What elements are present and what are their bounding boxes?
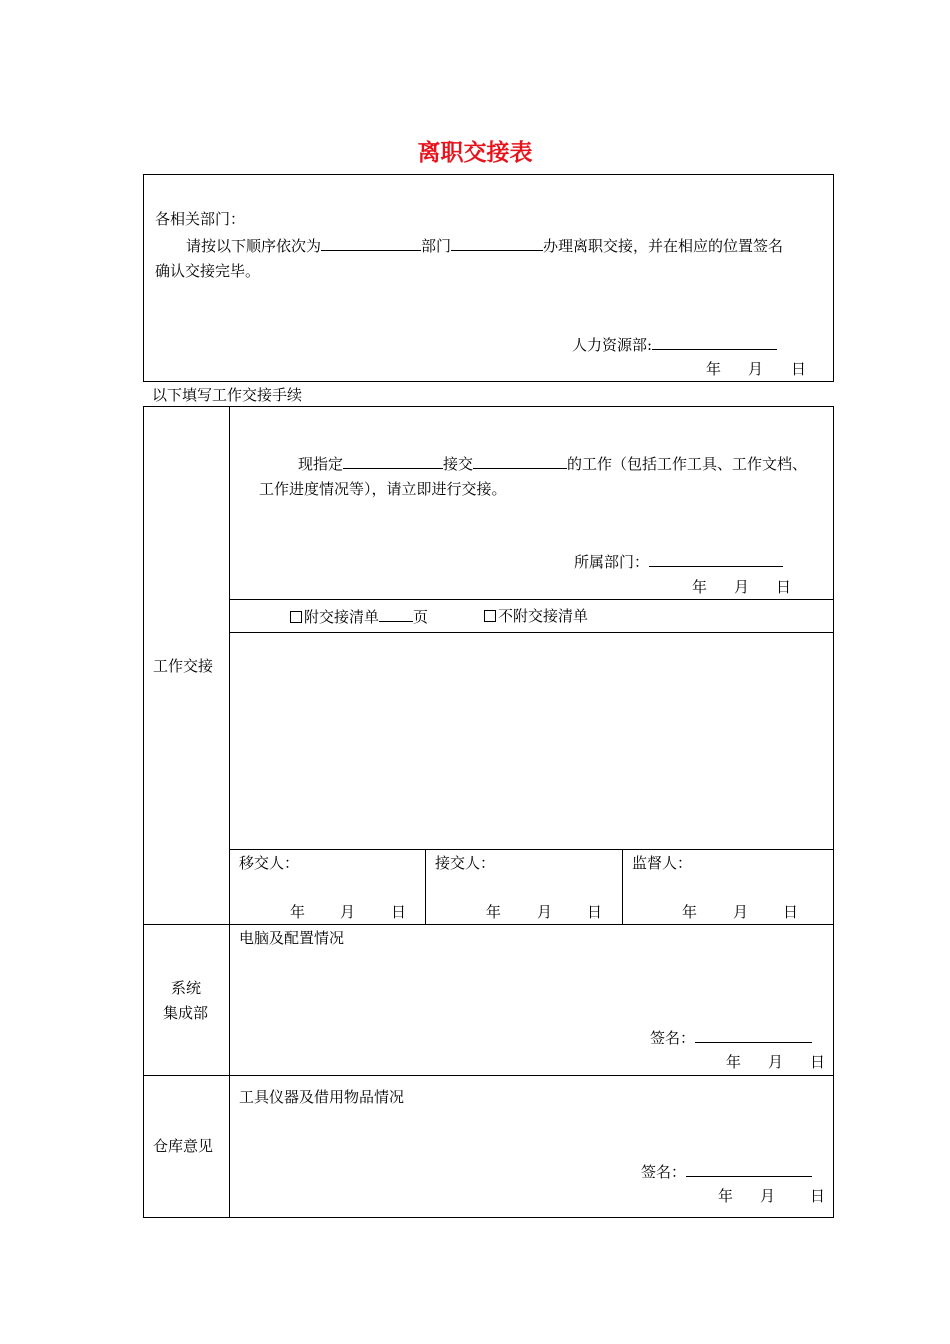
work-line2: 工作进度情况等），请立即进行交接。 bbox=[259, 480, 507, 498]
system-date-year: 年 bbox=[726, 1053, 742, 1071]
system-date-month: 月 bbox=[768, 1053, 784, 1071]
hr-sign-blank[interactable] bbox=[652, 335, 777, 350]
receiver-date-month: 月 bbox=[537, 903, 553, 921]
work-date-year: 年 bbox=[692, 578, 708, 596]
warehouse-content: 工具仪器及借用物品情况 bbox=[239, 1088, 405, 1106]
row-rule bbox=[143, 1075, 834, 1076]
warehouse-sign-blank[interactable] bbox=[686, 1162, 812, 1177]
supervisor-label: 监督人： bbox=[632, 854, 693, 872]
work-line1: 现指定 接交 的工作（包括工作工具、工作文档、 bbox=[298, 455, 808, 473]
row-rule bbox=[229, 849, 834, 850]
notice-date-month: 月 bbox=[748, 360, 764, 378]
transferor-date-month: 月 bbox=[340, 903, 356, 921]
assignee-blank[interactable] bbox=[343, 454, 443, 469]
row-rule bbox=[229, 632, 834, 633]
system-row-label-1: 系统 bbox=[171, 979, 202, 997]
system-signature: 签名： bbox=[650, 1028, 812, 1047]
signer-divider bbox=[425, 849, 426, 924]
section-caption: 以下填写工作交接手续 bbox=[152, 386, 303, 404]
work-date-month: 月 bbox=[734, 578, 750, 596]
notice-date-day: 日 bbox=[791, 360, 807, 378]
dept-blank[interactable] bbox=[451, 236, 543, 251]
transferor-label: 移交人： bbox=[239, 854, 300, 872]
receiver-date-year: 年 bbox=[486, 903, 502, 921]
attach-list-option[interactable]: 附交接清单 页 bbox=[290, 607, 428, 626]
work-dept-blank[interactable] bbox=[649, 552, 783, 567]
row-rule bbox=[229, 599, 834, 600]
warehouse-date-year: 年 bbox=[718, 1187, 734, 1205]
system-date-day: 日 bbox=[810, 1053, 826, 1071]
notice-date-year: 年 bbox=[706, 360, 722, 378]
supervisor-date-month: 月 bbox=[733, 903, 749, 921]
hr-signature: 人力资源部: bbox=[572, 335, 777, 354]
work-date-day: 日 bbox=[776, 578, 792, 596]
no-attach-checkbox[interactable] bbox=[484, 610, 496, 622]
notice-line1: 请按以下顺序依次为 部门 办理离职交接，并在相应的位置签名 bbox=[186, 237, 784, 255]
system-sign-blank[interactable] bbox=[695, 1028, 812, 1043]
warehouse-signature: 签名： bbox=[641, 1162, 812, 1181]
name-blank[interactable] bbox=[321, 236, 421, 251]
warehouse-date-month: 月 bbox=[760, 1187, 776, 1205]
notice-line2: 确认交接完毕。 bbox=[155, 262, 261, 280]
handover-person-blank[interactable] bbox=[473, 454, 567, 469]
form-title: 离职交接表 bbox=[417, 140, 533, 166]
transferor-date-year: 年 bbox=[290, 903, 306, 921]
transferor-date-day: 日 bbox=[391, 903, 407, 921]
supervisor-date-day: 日 bbox=[783, 903, 799, 921]
notice-salutation: 各相关部门： bbox=[155, 210, 246, 228]
attach-checkbox[interactable] bbox=[290, 611, 302, 623]
warehouse-date-day: 日 bbox=[810, 1187, 826, 1205]
pages-blank[interactable] bbox=[379, 607, 413, 622]
warehouse-row-label: 仓库意见 bbox=[153, 1137, 214, 1155]
receiver-date-day: 日 bbox=[587, 903, 603, 921]
table-divider bbox=[229, 406, 230, 1218]
row-rule bbox=[143, 924, 834, 925]
receiver-label: 接交人： bbox=[435, 854, 496, 872]
no-attach-option[interactable]: 不附交接清单 bbox=[484, 607, 588, 625]
work-row-label: 工作交接 bbox=[153, 657, 214, 675]
supervisor-date-year: 年 bbox=[682, 903, 698, 921]
work-dept: 所属部门： bbox=[574, 552, 783, 571]
signer-divider bbox=[622, 849, 623, 924]
system-row-label-2: 集成部 bbox=[163, 1004, 209, 1022]
system-content: 电脑及配置情况 bbox=[239, 929, 345, 947]
